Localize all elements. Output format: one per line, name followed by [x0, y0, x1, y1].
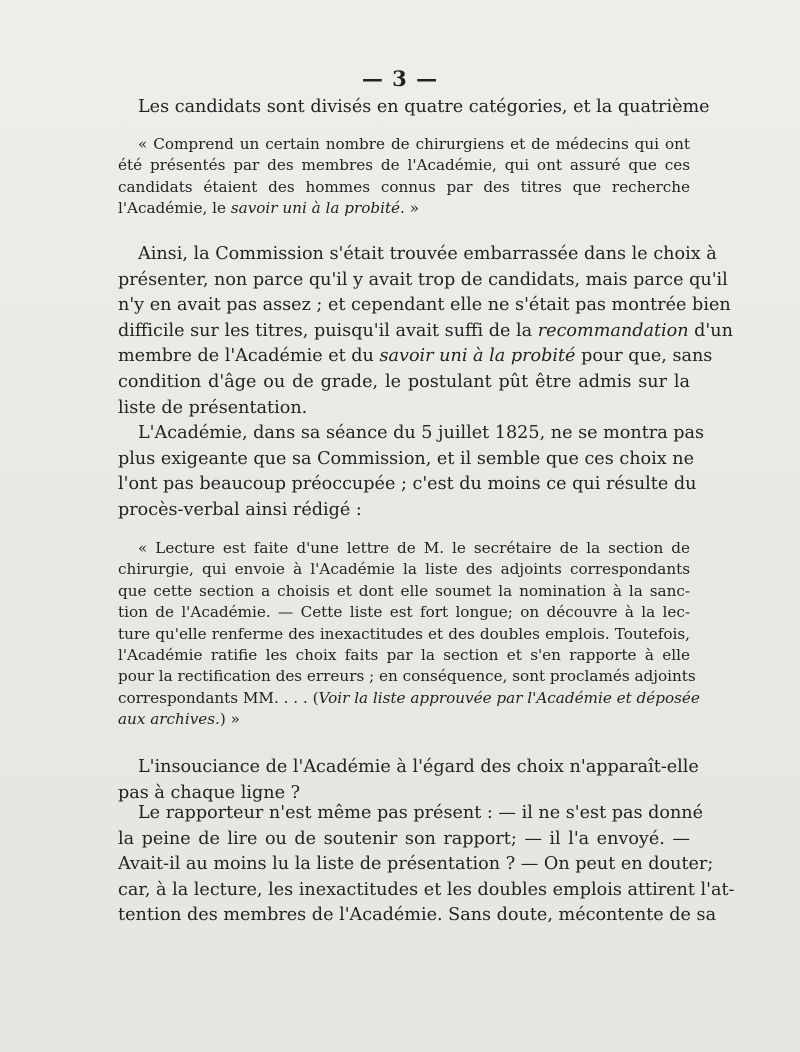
text-line: procès-verbal ainsi rédigé : — [118, 499, 362, 520]
text-line: « Comprend un certain nombre de chirurgiens et de médecins qui ont — [138, 135, 690, 153]
paragraph-2 — [118, 134, 690, 220]
text-line: pour la rectification des erreurs ; en conséquence, sont proclamés adjoints — [118, 667, 696, 686]
text-line: L'Académie, dans sa séance du 5 juillet 1825, ne se montra pas — [138, 423, 705, 443]
text-line: membre de l'Académie et du savoir uni à la probité pour que, sans — [118, 346, 713, 367]
text-line: candidats étaient des hommes connus par des titres que recherche — [118, 177, 690, 196]
text-line: pas à chaque ligne ? — [118, 782, 301, 803]
paragraph-5 — [118, 538, 700, 731]
paragraph-7 — [118, 801, 735, 929]
text-line: n'y en avait pas assez ; et cependant elle ne s'était pas montrée bien — [118, 295, 731, 316]
text-line: « Lecture est faite d'une lettre de M. le secrétaire de la section de — [138, 539, 690, 557]
paragraph-6 — [118, 755, 699, 806]
text-line: l'ont pas beaucoup préoccupée ; c'est du moins ce qui résulte du — [118, 474, 697, 495]
text-line: ture qu'elle renferme des inexactitudes et des doubles emplois. Toutefois, — [118, 624, 690, 643]
text-line: chirurgie, qui envoie à l'Académie la liste des adjoints correspondants — [118, 560, 690, 579]
text-line: Ainsi, la Commission s'était trouvée embarrassée dans le choix à — [138, 244, 717, 264]
text-line: condition d'âge ou de grade, le postulant pût être admis sur la — [118, 371, 690, 392]
text-line: aux archives.) » — [118, 710, 240, 729]
text-line: tention des membres de l'Académie. Sans doute, mécontente de sa — [118, 905, 717, 926]
text-line: Le rapporteur n'est même pas présent : — il ne s'est pas donné — [138, 803, 704, 823]
text-line: la peine de lire ou de soutenir son rapport; — il l'a envoyé. — — [118, 828, 690, 849]
text-line: Les candidats sont divisés en quatre catégories, et la quatrième — [138, 97, 710, 117]
text-line: présenter, non parce qu'il y avait trop de candidats, mais parce qu'il — [118, 269, 728, 290]
text-line: Avait-il au moins lu la liste de présentation ? — On peut en douter; — [118, 854, 714, 875]
paragraph-1 — [118, 95, 710, 121]
text-line: difficile sur les titres, puisqu'il avait suffi de la recommandation d'un — [118, 320, 733, 341]
page-number: — 3 — — [361, 66, 439, 91]
text-line: plus exigeante que sa Commission, et il semble que ces choix ne — [118, 448, 695, 469]
text-line: tion de l'Académie. — Cette liste est fort longue; on découvre à la lec- — [118, 603, 690, 622]
text-line: été présentés par des membres de l'Académie, qui ont assuré que ces — [118, 156, 690, 175]
paragraph-4 — [118, 421, 705, 523]
text-line: l'Académie ratifie les choix faits par la section et s'en rapporte à elle — [118, 645, 690, 664]
text-line: L'insouciance de l'Académie à l'égard des choix n'apparaît-elle — [138, 757, 699, 777]
text-line: l'Académie, le savoir uni à la probité. » — [118, 199, 419, 218]
text-line: liste de présentation. — [118, 397, 308, 418]
text-line: car, à la lecture, les inexactitudes et les doubles emplois attirent l'at- — [118, 879, 735, 900]
text-line: que cette section a choisis et dont elle soumet la nomination à la sanc- — [118, 581, 690, 600]
paragraph-3 — [118, 242, 733, 421]
text-line: correspondants MM. . . . (Voir la liste approuvée par l'Académie et déposée — [118, 688, 700, 707]
